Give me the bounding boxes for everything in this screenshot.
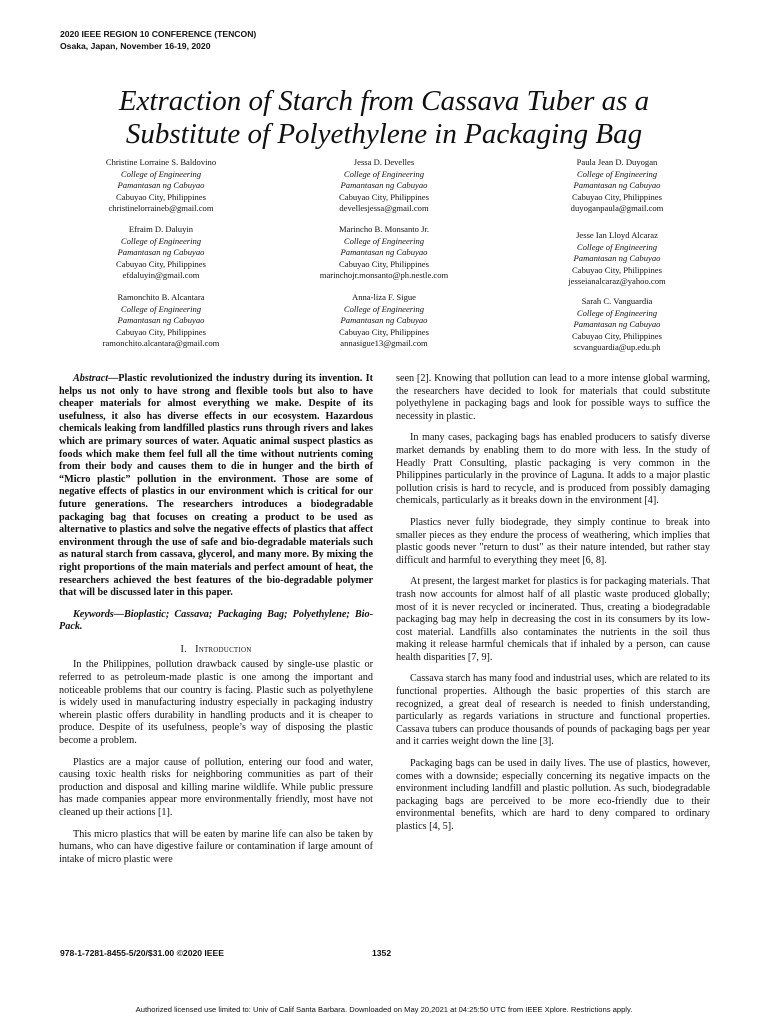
section-heading <box>59 644 373 657</box>
author-city: Cabuyao City, Philippines <box>116 258 206 269</box>
author-city: Cabuyao City, Philippines <box>116 191 206 202</box>
page-number: 1352 <box>372 948 392 958</box>
author-city: Cabuyao City, Philippines <box>572 330 662 341</box>
abstract-text: Plastic revolutionized the industry during its invention. It helps us not only to have strong and flexible tools but also to have cheaper materials for almost everything we make. Despite of its usefulness, it also has diverse effects in our ecosystem. Hazardous chemicals leaking from landfilled plastics runs through rivers and lakes which are primary sources of water. Aquatic animal suspect plastics as foods which make them feel full all the time without nutrients coming from their body and causes them to die in hunger and the birth of “Micro plastic” pollution in the environment. Those are some of negative effects of plastics in our environment which is critical for our future generations. The researchers introduces a biodegradable packaging bag that focuses on creating a product to be used as alternative to plastics and solve the negative effects of plastics that affect environment through the use of safe and bio-degradable materials such as natural starch from cassava, glycerol, and many more. By mixing the right proportions of the main materials and perfect amount of heat, the researchers achieved the best features of the bio-degradable polymer that will be discussed later in this paper. <box>59 373 373 599</box>
author-name: Jessa D. Develles <box>353 157 415 167</box>
author-school: Pamantasan ng Cabuyao <box>340 180 428 191</box>
author-school: Pamantasan ng Cabuyao <box>117 315 205 326</box>
author-school: Pamantasan ng Cabuyao <box>117 180 205 191</box>
author-email[interactable]: ramonchito.alcantara@gmail.com <box>102 338 220 349</box>
paper-title <box>40 85 728 151</box>
author-block <box>284 157 484 215</box>
author-email[interactable]: marinchojr.monsanto@ph.nestle.com <box>319 270 449 281</box>
author-name: Paula Jean D. Duyogan <box>576 157 658 167</box>
author-department: College of Engineering <box>120 168 202 179</box>
author-school: Pamantasan ng Cabuyao <box>117 247 205 258</box>
author-department: College of Engineering <box>120 235 202 246</box>
author-email[interactable]: duyoganpaula@gmail.com <box>570 203 664 214</box>
author-name: Sarah C. Vanguardia <box>581 296 653 306</box>
author-email[interactable]: christinelorraineb@gmail.com <box>108 203 214 214</box>
abstract <box>59 373 373 600</box>
author-school: Pamantasan ng Cabuyao <box>340 247 428 258</box>
right-column <box>396 373 710 834</box>
author-department: College of Engineering <box>343 235 425 246</box>
section-title: Introduction <box>195 643 252 655</box>
keywords: Keywords—Bioplastic; Cassava; Packaging Bag; Polyethylene; Bio-Pack. <box>59 608 373 633</box>
author-block <box>517 296 717 354</box>
author-school: Pamantasan ng Cabuyao <box>573 180 661 191</box>
author-city: Cabuyao City, Philippines <box>339 326 429 337</box>
body-paragraph: Plastics never fully biodegrade, they simply continue to break into smaller pieces as they endure the process of weathering, which implies that plastic goods never "return to dust" as their nature intended, but rather stay difficult and harmful to everything they meet [6, 8]. <box>396 516 710 566</box>
author-city: Cabuyao City, Philippines <box>572 191 662 202</box>
author-department: College of Engineering <box>343 303 425 314</box>
title-line-2: Substitute of Polyethylene in Packaging Bag <box>125 118 643 150</box>
conference-header <box>60 28 256 52</box>
title-line-1: Extraction of Starch from Cassava Tuber as a <box>118 85 650 117</box>
copyright-line: 978-1-7281-8455-5/20/$31.00 ©2020 IEEE <box>60 948 225 958</box>
license-notice: Authorized licensed use limited to: Univ of Calif Santa Barbara. Downloaded on May 20,2021 at 04:25:50 UTC from IEEE Xplore. Restrictions apply. <box>135 1005 633 1014</box>
author-block <box>517 157 717 215</box>
conference-location: Osaka, Japan, November 16-19, 2020 <box>60 41 211 51</box>
author-school: Pamantasan ng Cabuyao <box>573 319 661 330</box>
author-name: Marincho B. Monsanto Jr. <box>339 224 429 234</box>
body-paragraph: Plastics are a major cause of pollution, entering our food and water, causing toxic health risks for neighboring communities as part of their production and disposal and killing marine wildlife. While public pressure has made companies appear more environmentally friendly, most have not cleaned up their actions [1]. <box>59 756 373 818</box>
author-email[interactable]: annasigue13@gmail.com <box>340 338 428 349</box>
body-paragraph: Packaging bags can be used in daily lives. The use of plastics, however, comes with a downside; especially concerning its negative impacts on the environment including landfill and plastic pollution. As such, biodegradable packaging bags are perceived to be more eco-friendly due to their environmental benefits, which are hard to deny compared to ordinary plastics [4, 5]. <box>396 758 710 832</box>
author-block <box>61 224 261 282</box>
body-paragraph: Cassava starch has many food and industrial uses, which are related to its functional properties. Although the basic properties of this starch are recognized, a great deal of research is needed to finish understanding, particularly as regards variations in structure and functional properties. Cassava tubers can produce thousands of pounds of packaging bags per year and it carries weight down the line [3]. <box>396 673 710 748</box>
author-department: College of Engineering <box>120 303 202 314</box>
author-email[interactable]: scvanguardia@up.edu.ph <box>573 342 661 353</box>
body-paragraph: In the Philippines, pollution drawback caused by single-use plastic or referred to as petroleum-made plastic is one among the important and noticeable problems that our country is facing. Plastic such as polyethylene is widely used in manufacturing industry especially in packaging industry wherein plastic offers durability in handling products and it is cheaper to produce. Despite of its usefulness, people’s way of disposing the plastic become a problem. <box>59 659 373 747</box>
body-paragraph: In many cases, packaging bags has enabled producers to satisfy diverse market demands by enabling them to do more with less. In the study of Headly Pratt Consulting, plastic packaging is very common in the Philippines particularly in the province of Laguna. It adds to a major plastic pollution crisis is hard to recycle, and is produced from possibly damaging chemicals, particularly as it breaks down in the environment [4]. <box>396 432 710 507</box>
author-department: College of Engineering <box>576 168 658 179</box>
author-email[interactable]: devellesjessa@gmail.com <box>339 203 429 214</box>
author-name: Christine Lorraine S. Baldovino <box>105 157 217 167</box>
author-block <box>61 157 261 215</box>
author-city: Cabuyao City, Philippines <box>339 191 429 202</box>
author-name: Efraim D. Daluyin <box>128 224 194 234</box>
left-column <box>59 373 373 866</box>
author-city: Cabuyao City, Philippines <box>339 258 429 269</box>
author-name: Jesse Ian Lloyd Alcaraz <box>576 230 658 240</box>
author-block <box>517 230 717 288</box>
author-department: College of Engineering <box>576 241 658 252</box>
body-paragraph: seen [2]. Knowing that pollution can lead to a more intense global warming, the researchers have decided to look for materials that could substitute polyethylene in packaging bags and look for possible ways to suffice the necessity in plastic. <box>396 373 710 422</box>
author-block <box>284 224 484 282</box>
section-numeral: I. <box>180 643 187 655</box>
author-block <box>61 292 261 350</box>
author-city: Cabuyao City, Philippines <box>572 264 662 275</box>
author-department: College of Engineering <box>576 307 658 318</box>
author-email[interactable]: jesseianalcaraz@yahoo.com <box>568 276 666 287</box>
author-name: Anna-liza F. Sigue <box>352 292 416 302</box>
author-school: Pamantasan ng Cabuyao <box>573 253 661 264</box>
author-name: Ramonchito B. Alcantara <box>117 292 205 302</box>
body-paragraph: This micro plastics that will be eaten by marine life can also be taken by humans, who can have digestive failure or contamination if large amount of intake of micro plastic were <box>59 828 373 865</box>
author-department: College of Engineering <box>343 168 425 179</box>
author-email[interactable]: efdaluyin@gmail.com <box>122 270 200 281</box>
author-block <box>284 292 484 350</box>
author-city: Cabuyao City, Philippines <box>116 326 206 337</box>
conference-name: 2020 IEEE REGION 10 CONFERENCE (TENCON) <box>60 29 257 39</box>
abstract-label: Abstract— <box>73 373 119 384</box>
author-school: Pamantasan ng Cabuyao <box>340 315 428 326</box>
body-paragraph: At present, the largest market for plastics is for packaging materials. That trash now accounts for almost half of all plastic waste produced globally; most of it is never recycled or incinerated. Thus, creating a biodegradable packaging bag may help in decreasing the cost in its consumers by its low-cost material. Landfills also contaminates the nutrients in the soil thus making it release harmful chemicals that if inhaled by a person, can cause health disparities [7, 9]. <box>396 576 710 663</box>
